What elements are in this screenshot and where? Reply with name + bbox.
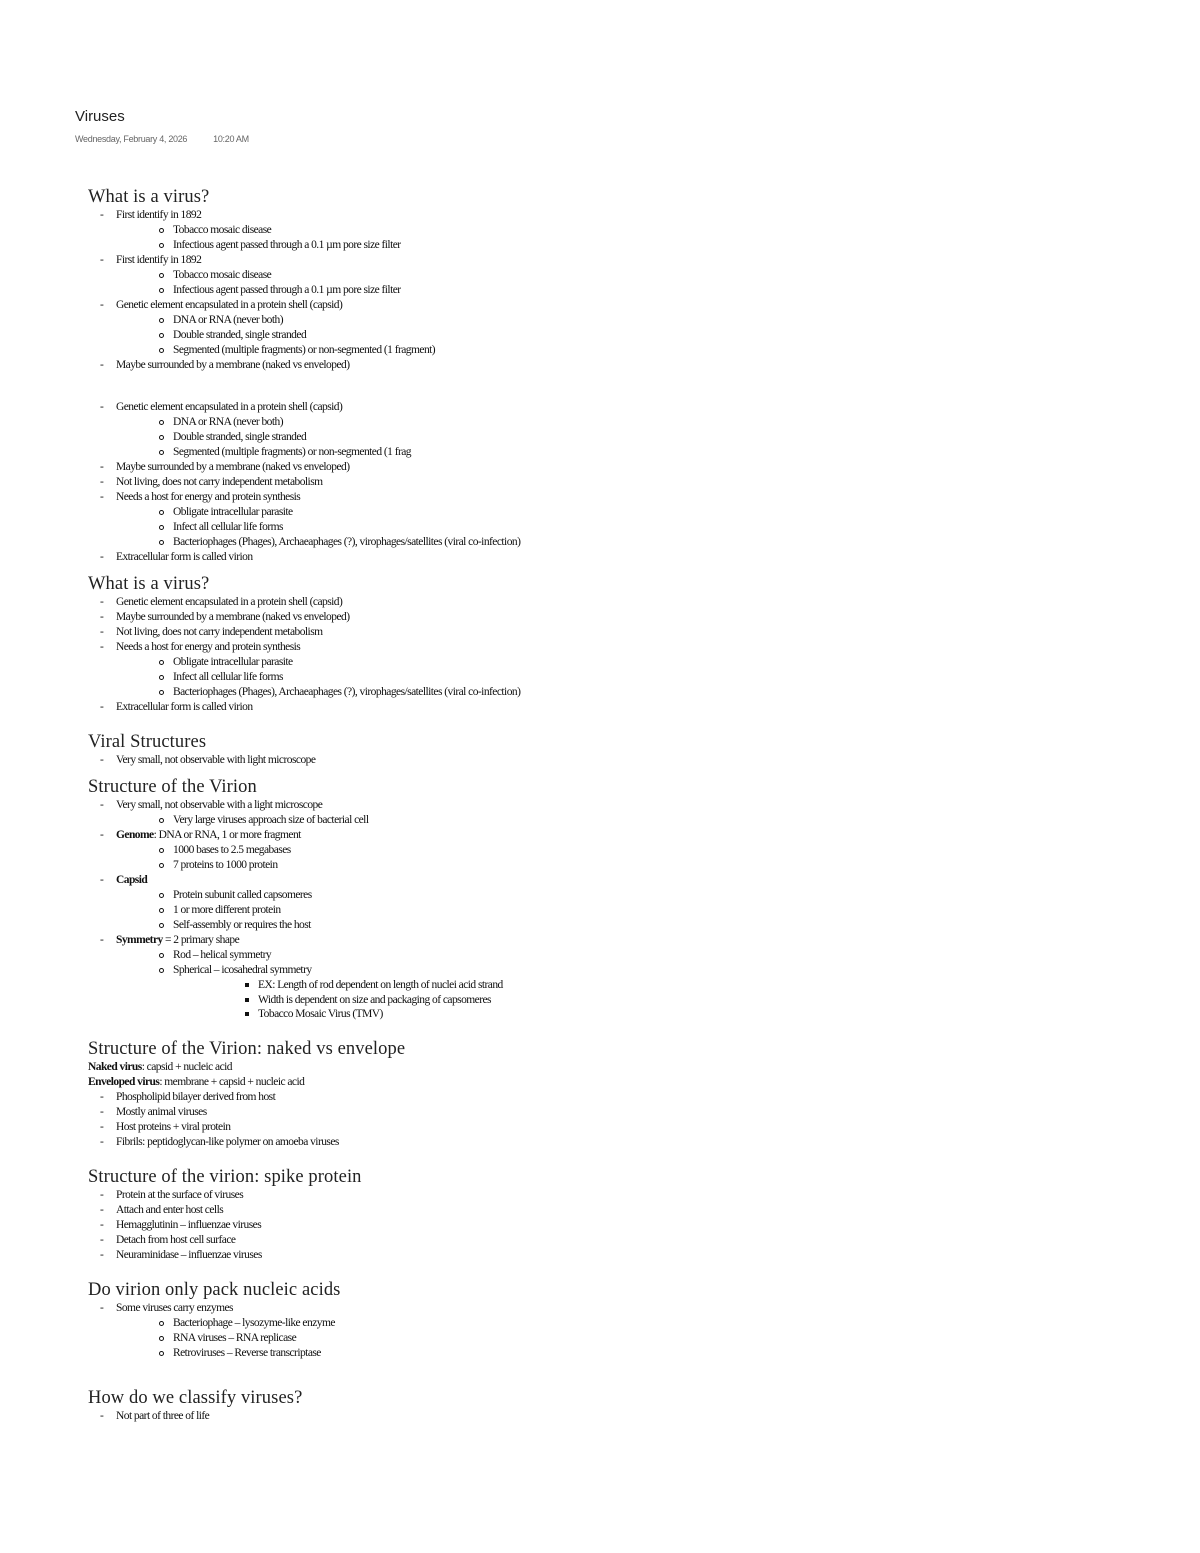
list-item: - Extracellular form is called virion [88,700,1088,715]
list-item-text: Genetic element encapsulated in a protein shell (capsid) [116,401,343,413]
list-item-term: Capsid [116,874,148,886]
list-item [88,208,1088,253]
list-item-text: = 2 primary shape [162,934,240,946]
list-item: - Genetic element encapsulated in a protein shell (capsid) [88,595,1088,610]
list-item: - Hemagglutinin – influenzae viruses [88,1218,1088,1233]
list-item: Double stranded, single stranded [116,328,1088,343]
list-item: Bacteriophages (Phages), Archaeaphages (?), virophages/satellites (viral co-infection) [116,685,1088,700]
section-heading: How do we classify viruses? [88,1387,303,1408]
list-item-text: : DNA or RNA, 1 or more fragment [153,829,301,841]
bullet-list [88,798,1088,1022]
list-item [88,490,1088,550]
list-item: Bacteriophage – lysozyme-like enzyme [116,1316,1088,1331]
list-item: Double stranded, single stranded [116,430,1088,445]
list-item: - Protein at the surface of viruses [88,1188,1088,1203]
list-item: 1000 bases to 2.5 megabases [116,843,1088,858]
bullet-list [88,1301,1088,1361]
list-item: Very large viruses approach size of bacterial cell [116,813,1088,828]
bullet-list [88,400,1088,565]
bullet-list [88,1409,1088,1424]
list-item: - Very small, not observable with light microscope [88,753,1088,768]
list-item-text: Needs a host for energy and protein synthesis [116,641,301,653]
note-time: 10:20 AM [213,134,249,144]
section-heading: Do virion only pack nucleic acids [88,1279,341,1300]
list-item: Protein subunit called capsomeres [116,888,1088,903]
section-heading: Viral Structures [88,732,207,752]
list-item: - Mostly animal viruses [88,1105,1088,1120]
list-item: - Host proteins + viral protein [88,1120,1088,1135]
list-item [88,798,1088,828]
bullet-list [88,1090,1088,1150]
section-classify-viruses [88,1387,1088,1424]
definition-term: Enveloped virus [88,1075,160,1088]
definition-text: : capsid + nucleic acid [141,1060,232,1073]
list-item: - Maybe surrounded by a membrane (naked vs enveloped) [88,460,1088,475]
list-item [88,640,1088,700]
list-item [88,400,1088,460]
list-item: Segmented (multiple fragments) or non-segmented (1 fragment) [116,343,1088,358]
definition-line [88,1060,1088,1075]
list-item: - Extracellular form is called virion [88,550,1088,565]
list-item: - Attach and enter host cells [88,1203,1088,1218]
list-item: - Not part of three of life [88,1409,1088,1424]
list-item: Obligate intracellular parasite [116,505,1088,520]
note-timestamp [75,134,249,144]
section-viral-structures [88,731,1088,768]
note-date: Wednesday, February 4, 2026 [75,134,188,144]
bullet-list [88,208,1088,373]
bullet-list [88,595,1088,715]
list-item [88,828,1088,873]
list-item [88,298,1088,358]
section-what-is-a-virus-2 [88,573,1088,715]
list-item-text: Spherical – icosahedral symmetry [173,964,312,976]
section-naked-vs-envelope [88,1038,1088,1150]
list-item: - Maybe surrounded by a membrane (naked vs enveloped) [88,610,1088,625]
list-item: Segmented (multiple fragments) or non-segmented (1 frag [116,445,1088,460]
section-what-is-a-virus [88,186,1088,565]
list-item: Tobacco Mosaic Virus (TMV) [173,1007,1088,1022]
list-item: Retroviruses – Reverse transcriptase [116,1346,1088,1361]
list-item: RNA viruses – RNA replicase [116,1331,1088,1346]
definition-text: : membrane + capsid + nucleic acid [159,1075,305,1088]
list-item: Rod – helical symmetry [116,948,1088,963]
section-virion-pack [88,1279,1088,1361]
list-item: - Maybe surrounded by a membrane (naked vs enveloped) [88,358,1088,373]
list-item: Width is dependent on size and packaging of capsomeres [173,993,1088,1008]
list-item: - Not living, does not carry independent metabolism [88,625,1088,640]
list-item: - Detach from host cell surface [88,1233,1088,1248]
section-heading: Structure of the Virion: naked vs envelope [88,1038,406,1059]
list-item: Infect all cellular life forms [116,520,1088,535]
list-item-text: First identify in 1892 [116,254,202,266]
bullet-list [88,753,1088,768]
list-item: DNA or RNA (never both) [116,415,1088,430]
list-item: - Not living, does not carry independent metabolism [88,475,1088,490]
list-item: Tobacco mosaic disease [116,268,1088,283]
list-item [88,873,1088,933]
section-heading: What is a virus? [88,187,210,207]
list-item: Infect all cellular life forms [116,670,1088,685]
list-item: Infectious agent passed through a 0.1 µm pore size filter [116,238,1088,253]
list-item-text: First identify in 1892 [116,209,202,221]
list-item: DNA or RNA (never both) [116,313,1088,328]
list-item: 1 or more different protein [116,903,1088,918]
list-item-term: Genome [116,829,154,841]
list-item: 7 proteins to 1000 protein [116,858,1088,873]
note-title[interactable]: Viruses [75,108,125,125]
list-item: Bacteriophages (Phages), Archaeaphages (?), virophages/satellites (viral co-infection) [116,535,1088,550]
section-heading: Structure of the virion: spike protein [88,1166,362,1187]
section-structure-of-the-virion [88,776,1088,1022]
list-item: - Phospholipid bilayer derived from host [88,1090,1088,1105]
list-item [88,933,1088,1022]
section-heading: What is a virus? [88,574,210,594]
list-item: Tobacco mosaic disease [116,223,1088,238]
list-item [88,253,1088,298]
list-item-text: Some viruses carry enzymes [116,1301,233,1314]
list-item-term: Symmetry [116,934,163,946]
list-item: Infectious agent passed through a 0.1 µm pore size filter [116,283,1088,298]
list-item-text: Genetic element encapsulated in a protein shell (capsid) [116,299,343,311]
definition-line [88,1075,1088,1090]
list-item: - Fibrils: peptidoglycan-like polymer on amoeba viruses [88,1135,1088,1150]
definition-term: Naked virus [88,1060,142,1073]
bullet-list [88,1188,1088,1263]
list-item-text: Very small, not observable with a light microscope [116,799,323,811]
list-item [116,963,1088,1022]
list-item-text: Needs a host for energy and protein synthesis [116,491,301,503]
note-content[interactable] [88,186,1088,1424]
list-item: Obligate intracellular parasite [116,655,1088,670]
list-item: Self-assembly or requires the host [116,918,1088,933]
section-heading: Structure of the Virion [88,777,257,797]
section-spike-protein [88,1166,1088,1263]
list-item [88,1301,1088,1361]
list-item: EX: Length of rod dependent on length of nuclei acid strand [173,978,1088,993]
list-item: - Neuraminidase – influenzae viruses [88,1248,1088,1263]
